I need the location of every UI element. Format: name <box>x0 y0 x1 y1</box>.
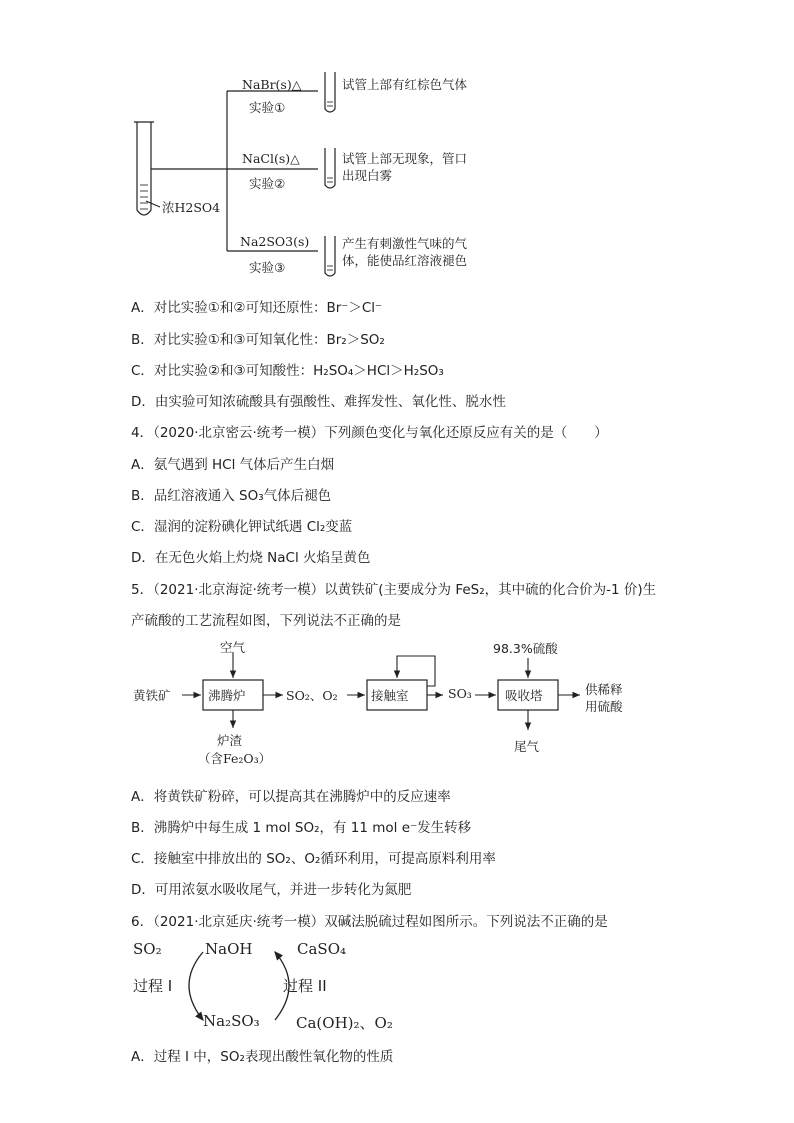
cycle-so2: SO₂ <box>133 940 162 958</box>
reagent-nacl: NaCl(s)△ <box>242 151 300 166</box>
cycle-na2so3: Na₂SO₃ <box>203 1012 260 1030</box>
experiment-3-label: 实验③ <box>249 260 286 275</box>
test-tube-1 <box>325 72 335 112</box>
flow-gases: SO₂、O₂ <box>286 688 338 703</box>
flow-absorption-tower: 吸收塔 <box>505 688 543 703</box>
q4-option-c: C．湿润的淀粉碘化钾试纸遇 Cl₂变蓝 <box>131 519 353 535</box>
observation-2-line2: 出现白雾 <box>342 168 393 183</box>
q5-option-d: D．可用浓氨水吸收尾气，并进一步转化为氮肥 <box>131 882 412 898</box>
conc-h2so4-label: 浓H2SO4 <box>162 200 221 215</box>
q4-option-a: A．氨气遇到 HCl 气体后产生白烟 <box>131 457 335 473</box>
flow-acid: 98.3%硫酸 <box>493 641 558 656</box>
flow-slag-line2: （含Fe₂O₃） <box>198 751 272 766</box>
reagent-na2so3: Na2SO3(s) <box>240 234 310 249</box>
observation-3-line2: 体，能使品红溶液褪色 <box>342 253 468 268</box>
q4-option-b: B．品红溶液通入 SO₃气体后褪色 <box>131 488 332 504</box>
experiment-2-label: 实验② <box>249 176 286 191</box>
q3-option-c: C．对比实验②和③可知酸性：H₂SO₄＞HCl＞H₂SO₃ <box>131 363 444 379</box>
q6-stem: 6．（2021·北京延庆·统考一模）双碱法脱硫过程如图所示。下列说法不正确的是 <box>131 914 608 930</box>
cycle-caso4: CaSO₄ <box>297 940 347 958</box>
flow-pyrite: 黄铁矿 <box>133 688 171 703</box>
test-tube-3 <box>325 236 335 276</box>
observation-3-line1: 产生有刺激性气味的气 <box>342 236 468 251</box>
recycle-loop-arrow <box>397 656 435 686</box>
cycle-process1: 过程 I <box>133 977 173 995</box>
flow-boiling-furnace: 沸腾炉 <box>208 688 246 703</box>
reagent-nabr: NaBr(s)△ <box>242 77 302 92</box>
q3-option-b: B．对比实验①和③可知氧化性：Br₂＞SO₂ <box>131 332 385 348</box>
flow-air: 空气 <box>220 640 246 655</box>
flow-slag-line1: 炉渣 <box>217 733 243 748</box>
q4-stem: 4．（2020·北京密云·统考一模）下列颜色变化与氧化还原反应有关的是（ ） <box>131 425 608 441</box>
process1-arrow <box>189 952 203 1020</box>
flow-product-line1: 供稀释 <box>585 682 623 697</box>
flow-product-line2: 用硫酸 <box>585 699 623 714</box>
q4-option-d: D．在无色火焰上灼烧 NaCl 火焰呈黄色 <box>131 550 371 566</box>
q3-option-a: A．对比实验①和②可知还原性：Br⁻＞Cl⁻ <box>131 300 383 316</box>
flow-tail-gas: 尾气 <box>514 739 540 754</box>
cycle-naoh: NaOH <box>205 940 253 958</box>
q3-option-d: D．由实验可知浓硫酸具有强酸性、难挥发性、氧化性、脱水性 <box>131 394 506 410</box>
q5-option-c: C．接触室中排放出的 SO₂、O₂循环利用，可提高原料利用率 <box>131 851 496 867</box>
q5-stem-line1: 5．（2021·北京海淀·统考一模）以黄铁矿(主要成分为 FeS₂，其中硫的化合价为-1 价)生 <box>131 582 657 598</box>
observation-1: 试管上部有红棕色气体 <box>342 77 468 92</box>
flow-so3: SO₃ <box>448 686 472 701</box>
flow-contact-chamber: 接触室 <box>371 688 409 703</box>
observation-2-line1: 试管上部无现象，管口 <box>342 151 468 166</box>
experiment-1-label: 实验① <box>249 100 286 115</box>
q5-stem-line2: 产硫酸的工艺流程如图，下列说法不正确的是 <box>131 613 401 629</box>
q5-option-b: B．沸腾炉中每生成 1 mol SO₂，有 11 mol e⁻发生转移 <box>131 820 472 836</box>
cycle-reagent: Ca(OH)₂、O₂ <box>296 1014 393 1032</box>
test-tube-2 <box>325 148 335 188</box>
cycle-process2: 过程 II <box>283 977 327 995</box>
q6-option-a: A．过程 I 中，SO₂表现出酸性氧化物的性质 <box>131 1049 394 1065</box>
q5-option-a: A．将黄铁矿粉碎，可以提高其在沸腾炉中的反应速率 <box>131 789 451 805</box>
